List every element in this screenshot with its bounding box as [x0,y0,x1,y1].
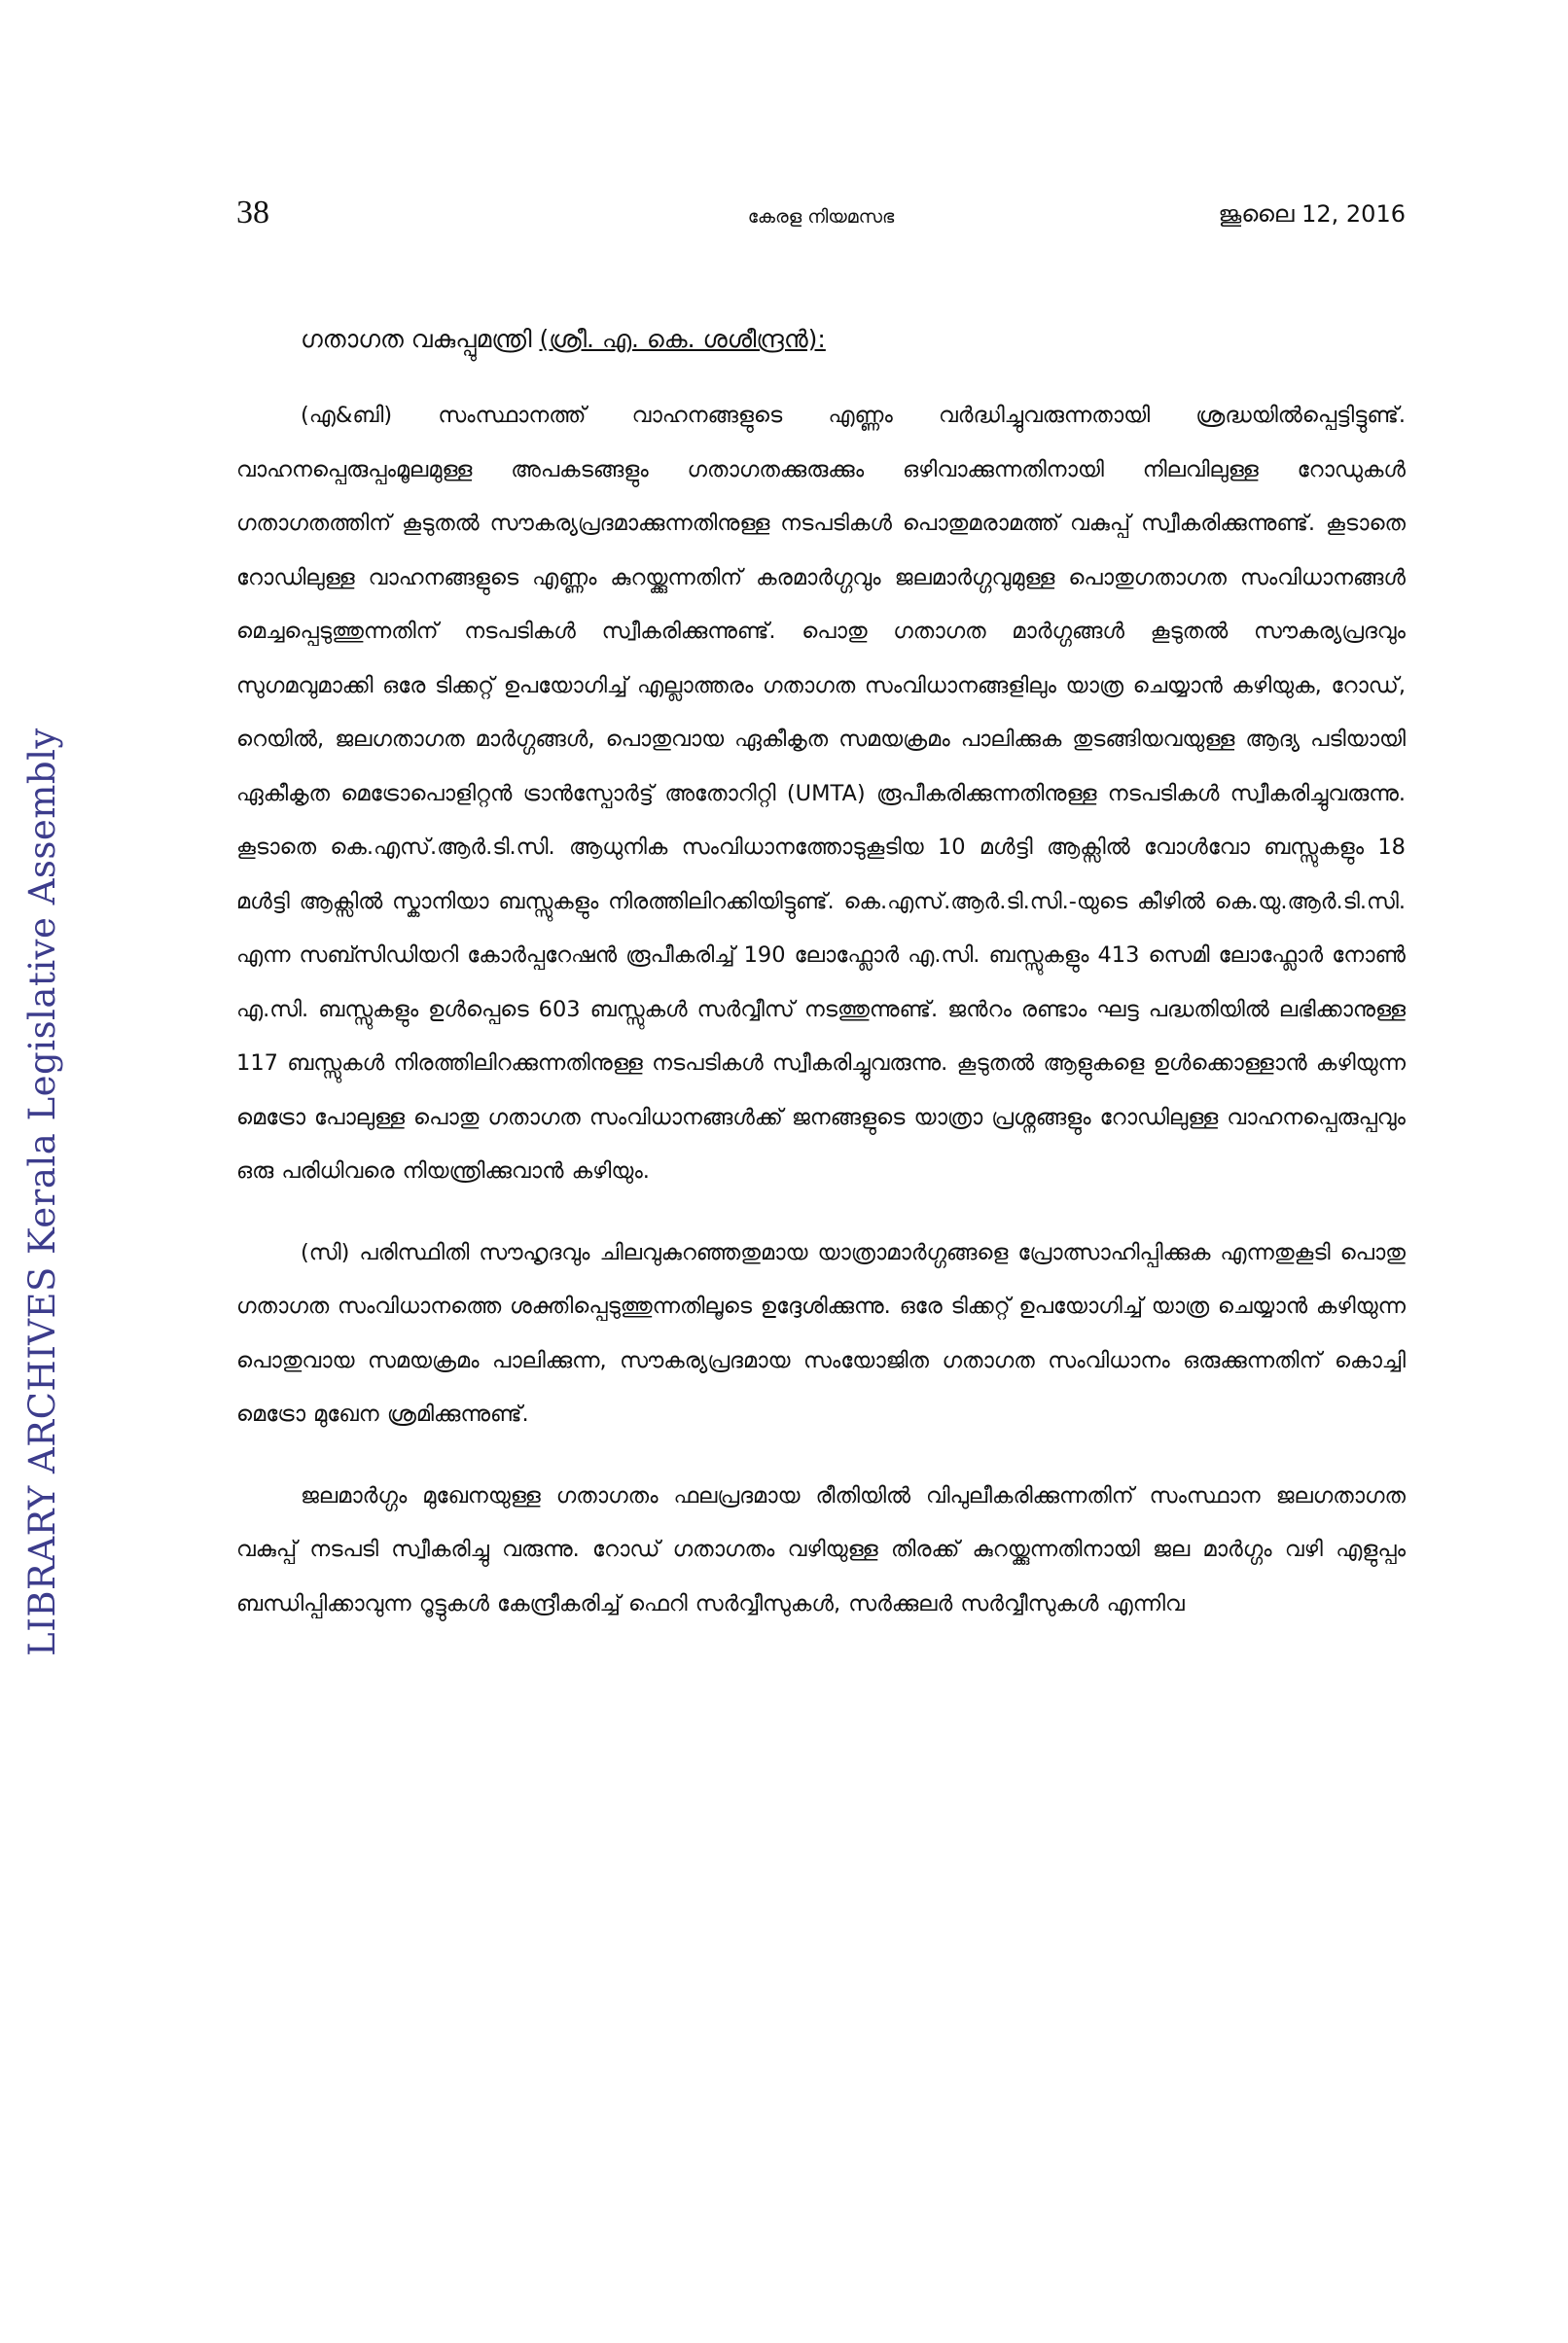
paragraph-ab: (എ&ബി) സംസ്ഥാനത്ത് വാഹനങ്ങളുടെ എണ്ണം വർദ്ധിച്ചുവരുന്നതായി ശ്രദ്ധയിൽപ്പെട്ടിട്ടുണ്ട്. വാഹനപ്പെരുപ്പംമൂലമുള്ള അപകടങ്ങളും ഗതാഗതക്കുരുക്കും ഒഴിവാക്കുന്നതിനായി നിലവിലുള്ള റോഡുകൾ ഗതാഗതത്തിന് കൂടുതൽ സൗകര്യപ്രദമാക്കുന്നതിനുള്ള നടപടികൾ പൊതുമരാമത്ത് വകുപ്പ് സ്വീകരിക്കുന്നുണ്ട്. കൂടാതെ റോഡിലുള്ള വാഹനങ്ങളുടെ എണ്ണം കുറയ്ക്കുന്നതിന് കരമാർഗ്ഗവും ജലമാർഗ്ഗവുമുള്ള പൊതുഗതാഗത സംവിധാനങ്ങൾ മെച്ചപ്പെടുത്തുന്നതിന് നടപടികൾ സ്വീകരിക്കുന്നുണ്ട്. പൊതു ഗതാഗത മാർഗ്ഗങ്ങൾ കൂടുതൽ സൗകര്യപ്രദവും സുഗമവുമാക്കി ഒരേ ടിക്കറ്റ് ഉപയോഗിച്ച് എല്ലാത്തരം ഗതാഗത സംവിധാനങ്ങളിലും യാത്ര ചെയ്യാൻ കഴിയുക, റോഡ്, റെയിൽ, ജലഗതാഗത മാർഗ്ഗങ്ങൾ, പൊതുവായ ഏകീകൃത സമയക്രമം പാലിക്കുക തുടങ്ങിയവയുള്ള ആദ്യ പടിയായി ഏകീകൃത മെട്രോപൊളിറ്റൻ ട്രാൻസ്പോർട്ട് അതോറിറ്റി (UMTA) രൂപീകരിക്കുന്നതിനുള്ള നടപടികൾ സ്വീകരിച്ചുവരുന്നു. കൂടാതെ കെ.എസ്.ആർ.ടി.സി. ആധുനിക സംവിധാനത്തോടുകൂടിയ 10 മൾട്ടി ആക്സിൽ വോൾവോ ബസ്സുകളും 18 മൾട്ടി ആക്സിൽ സ്കാനിയാ ബസ്സുകളും നിരത്തിലിറക്കിയിട്ടുണ്ട്. കെ.എസ്.ആർ.ടി.സി.-യുടെ കീഴിൽ കെ.യു.ആർ.ടി.സി. എന്ന സബ്സിഡിയറി കോർപ്പറേഷൻ രൂപീകരിച്ച് 190 ലോഫ്ലോർ എ.സി. ബസ്സുകളും 413 സെമി ലോഫ്ലോർ നോൺ എ.സി. ബസ്സുകളും ഉൾപ്പെടെ 603 ബസ്സുകൾ സർവ്വീസ് നടത്തുന്നുണ്ട്. ജൻറം രണ്ടാം ഘട്ട പദ്ധതിയിൽ ലഭിക്കാനുള്ള 117 ബസ്സുകൾ നിരത്തിലിറക്കുന്നതിനുള്ള നടപടികൾ സ്വീകരിച്ചുവരുന്നു. കൂടുതൽ ആളുകളെ ഉൾക്കൊള്ളാൻ കഴിയുന്ന മെട്രോ പോലുള്ള പൊതു ഗതാഗത സംവിധാനങ്ങൾക്ക് ജനങ്ങളുടെ യാത്രാ പ്രശ്നങ്ങളും റോഡിലുള്ള വാഹനപ്പെരുപ്പവും ഒരു പരിധിവരെ നിയന്ത്രിക്കുവാൻ കഴിയും. [236,403,1406,1184]
speaker-line [301,311,1406,368]
archive-watermark [6,622,78,1760]
speaker-name: (ശ്രീ. എ. കെ. ശശീന്ദ്രൻ): [539,325,826,353]
paragraph-water-transport: ജലമാർഗ്ഗം മുഖേനയുള്ള ഗതാഗതം ഫലപ്രദമായ രീതിയിൽ വിപുലീകരിക്കുന്നതിന് സംസ്ഥാന ജലഗതാഗത വകുപ്പ് നടപടി സ്വീകരിച്ചു വരുന്നു. റോഡ് ഗതാഗതം വഴിയുള്ള തിരക്ക് കുറയ്ക്കുന്നതിനായി ജല മാർഗ്ഗം വഴി എളുപ്പം ബന്ധിപ്പിക്കാവുന്ന റൂട്ടുകൾ കേന്ദ്രീകരിച്ച് ഫെറി സർവ്വീസുകൾ, സർക്കുലർ സർവ്വീസുകൾ എന്നിവ [236,1482,1406,1616]
speaker-designation: ഗതാഗത വകുപ്പുമന്ത്രി [301,325,532,353]
watermark-text: LIBRARY ARCHIVES Kerala Legislative Assembly [20,727,63,1656]
paragraph-c: (സി) പരിസ്ഥിതി സൗഹൃദവും ചിലവുകുറഞ്ഞതുമായ യാത്രാമാർഗ്ഗങ്ങളെ പ്രോത്സാഹിപ്പിക്കുക എന്നതുകൂടി പൊതു ഗതാഗത സംവിധാനത്തെ ശക്തിപ്പെടുത്തുന്നതിലൂടെ ഉദ്ദേശിക്കുന്നു. ഒരേ ടിക്കറ്റ് ഉപയോഗിച്ച് യാത്ര ചെയ്യാൻ കഴിയുന്ന പൊതുവായ സമയക്രമം പാലിക്കുന്ന, സൗകര്യപ്രദമായ സംയോജിത ഗതാഗത സംവിധാനം ഒരുക്കുന്നതിന് കൊച്ചി മെട്രോ മുഖേന ശ്രമിക്കുന്നുണ്ട്. [236,1239,1406,1427]
page-number: 38 [236,195,269,231]
assembly-name: കേരള നിയമസഭ [747,206,895,228]
document-body [236,311,1406,1658]
page-header [236,195,1406,253]
header-date: ജൂലൈ 12, 2016 [1218,200,1406,228]
